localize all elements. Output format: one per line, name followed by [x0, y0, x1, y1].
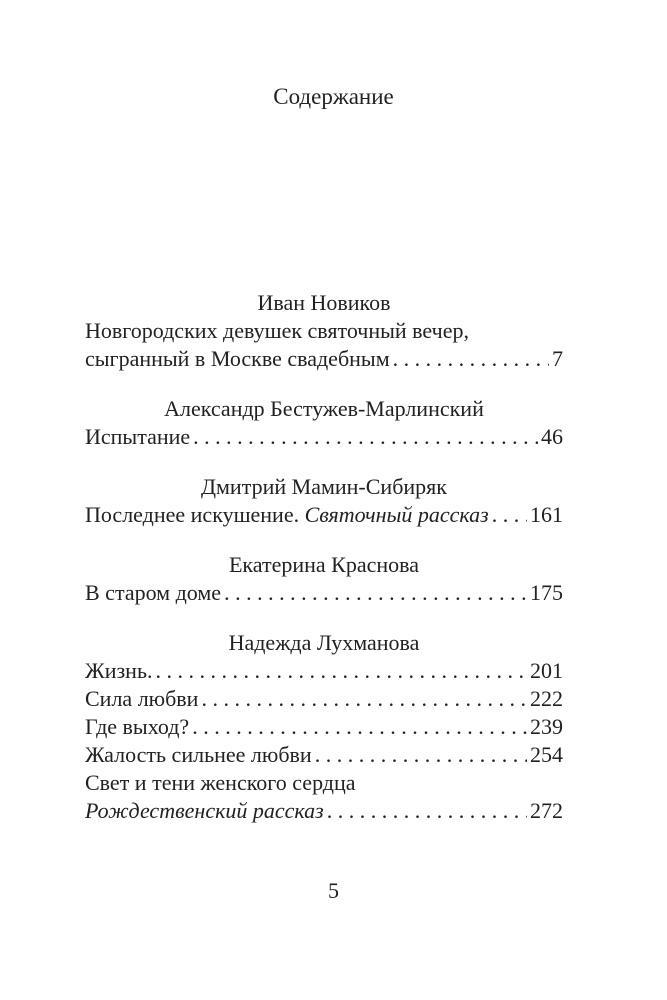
entry-title: Где выход? — [85, 714, 190, 739]
toc-entry[interactable] — [85, 685, 563, 713]
entry-page-number: 46 — [541, 424, 563, 449]
toc-entry[interactable] — [85, 657, 563, 685]
entry-page-number: 161 — [530, 502, 563, 527]
entry-page-number: 254 — [530, 742, 563, 767]
dot-leader — [155, 657, 527, 685]
toc-section-bestuzhev — [85, 395, 563, 451]
entry-title-line: Новгородских девушек святочный вечер, — [85, 318, 469, 343]
entry-page-number: 201 — [530, 658, 563, 683]
author-name: Екатерина Краснова — [228, 552, 420, 577]
toc-entry[interactable] — [85, 741, 563, 769]
dot-leader — [315, 741, 527, 769]
author-name: Дмитрий Мамин-Сибиряк — [201, 474, 447, 499]
toc-section-lukhmanova — [85, 629, 563, 825]
entry-subtitle: Рождественский рассказ — [85, 798, 324, 823]
toc-entry[interactable] — [85, 345, 563, 373]
dot-leader — [224, 579, 527, 607]
entry-title: Жизнь. — [85, 658, 153, 683]
page-number: 5 — [328, 878, 339, 903]
dot-leader — [193, 423, 538, 451]
entry-page-number: 272 — [530, 798, 563, 823]
entry-title: сыгранный в Москве свадебным — [85, 346, 390, 371]
dot-leader — [201, 685, 527, 713]
entry-title: Сила любви — [85, 686, 199, 711]
dot-leader — [492, 501, 527, 529]
entry-page-number: 175 — [530, 580, 563, 605]
toc-entry[interactable] — [85, 579, 563, 607]
entry-page-number: 239 — [530, 714, 563, 739]
author-name: Надежда Лухманова — [228, 630, 420, 655]
dot-leader — [327, 797, 527, 825]
dot-leader — [393, 345, 549, 373]
toc-section-krasnova — [85, 551, 563, 607]
entry-title: Жалость сильнее любви — [85, 742, 312, 767]
toc-entry[interactable] — [85, 423, 563, 451]
entry-title: Испытание — [85, 424, 191, 449]
entry-title: В старом доме — [85, 580, 222, 605]
author-name: Александр Бестужев-Марлинский — [164, 396, 484, 421]
page-title: Содержание — [273, 84, 394, 109]
toc-entry[interactable] — [85, 713, 563, 741]
entry-subtitle: Святочный рассказ — [304, 502, 489, 527]
entry-title — [85, 501, 489, 529]
author-name: Иван Новиков — [257, 290, 391, 315]
entry-title-line: Свет и тени женского сердца — [85, 770, 356, 795]
entry-title-main: Последнее искушение. — [85, 502, 300, 527]
toc-section-novikov — [85, 289, 563, 373]
toc-entry[interactable] — [85, 797, 563, 825]
toc-entry[interactable] — [85, 501, 563, 529]
table-of-contents — [85, 289, 563, 847]
entry-page-number: 222 — [530, 686, 563, 711]
entry-page-number: 7 — [552, 346, 563, 371]
dot-leader — [192, 713, 527, 741]
toc-section-mamin — [85, 473, 563, 529]
